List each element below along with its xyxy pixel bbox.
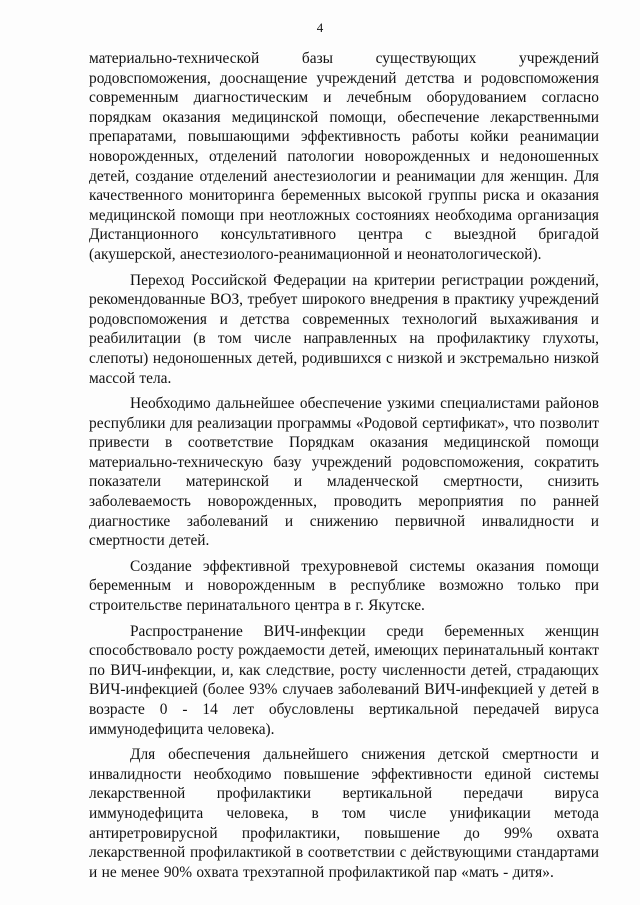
paragraph-specialists: Необходимо дальнейшее обеспечение узкими специалистами районов республики для реализации программы «Родовой сертификат», что позволит привести в соответствие Порядкам оказания медицинской помощи материально-техническую базу учреждений родовспоможения, сократить показатели материнской и младенческой смертности, снизить заболеваемость новорожденных, проводить мероприятия по ранней диагностике заболеваний и снижению первичной инвалидности и смертности детей. xyxy=(89,395,599,550)
paragraph-who-criteria: Переход Российской Федерации на критерии регистрации рождений, рекомендованные ВОЗ, требует широкого внедрения в практику учреждений родовспоможения и детства современных технологий выхаживания и реабилитации (в том числе направленных на профилактику глухоты, слепоты) недоношенных детей, родившихся с низкой и экстремально низкой массой тела. xyxy=(89,271,599,387)
page-number: 4 xyxy=(316,20,324,35)
paragraph-hiv-prevention: Для обеспечения дальнейшего снижения детской смертности и инвалидности необходимо повышение эффективности единой системы лекарственной профилактики вертикальной передачи вируса иммунодефицита человека, в том числе унификации метода антиретровирусной профилактики, повышение до 99% охвата лекарственной профилактикой в соответствии с действующими стандартами и не менее 90% охвата трехэтапной профилактикой пар «мать - дитя». xyxy=(89,746,599,881)
document-body xyxy=(89,49,599,888)
paragraph-continued: материально-технической базы существующих учреждений родовспоможения, дооснащение учреждений детства и родовспоможения современным диагностическим и лечебным оборудованием согласно порядкам оказания медицинской помощи, обеспечение лекарственными препаратами, повышающими эффективность работы койки реанимации новорожденных, отделений патологии новорожденных и недоношенных детей, создание отделений анестезиологии и реанимации для женщин. Для качественного мониторинга беременных высокой группы риска и оказания медицинской помощи при неотложных состояниях необходима организация Дистанционного консультативного центра с выездной бригадой (акушерской, анестезиолого-реанимационной и неонатологической). xyxy=(89,50,599,263)
paragraph-hiv-spread: Распространение ВИЧ-инфекции среди беременных женщин способствовало росту рождаемости детей, имеющих перинатальный контакт по ВИЧ-инфекции, и, как следствие, росту численности детей, страдающих ВИЧ-инфекцией (более 93% случаев заболеваний ВИЧ-инфекцией у детей в возрасте 0 - 14 лет обусловлены вертикальной передачей вируса иммунодефицита человека). xyxy=(89,622,599,738)
paragraph-perinatal-center: Создание эффективной трехуровневой системы оказания помощи беременным и новорожденным в республике возможно только при строительстве перинатального центра в г. Якутске. xyxy=(89,557,599,615)
